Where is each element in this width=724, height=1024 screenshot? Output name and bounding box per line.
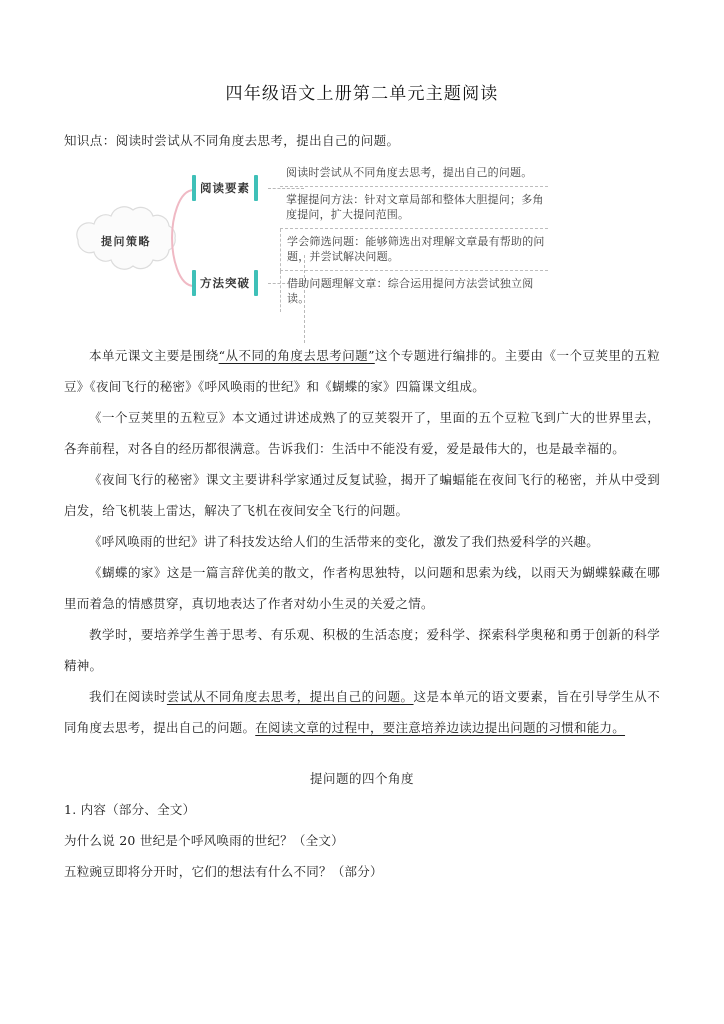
paragraph-text-4: 《蝴蝶的家》这是一篇言辞优美的散文，作者构思独特，以问题和思索为线，以雨天为蝴蝶躲藏在哪里而着急的情感贯穿，真切地表达了作者对幼小生灵的关爱之情。	[64, 565, 660, 611]
mindmap-detail-item: 掌握提问方法：针对文章局部和整体大胆提问；多角度提问，扩大提问范围。	[280, 187, 548, 229]
paragraph-text-3: 《呼风唤雨的世纪》讲了科技发达给人们的生活带来的变化，激发了我们热爱科学的兴趣。	[89, 534, 600, 549]
document-body	[64, 340, 660, 887]
paragraph-underlined-b: 在阅读文章的过程中，要注意培养边读边提出问题的习惯和能力。	[255, 720, 626, 735]
mindmap-branch-label: 阅读要素	[200, 181, 250, 195]
mindmap-root-cloud	[70, 204, 182, 278]
bracket-right-icon	[254, 175, 258, 201]
mindmap-detail-item: 借助问题理解文章：综合运用提问方法尝试独立阅读。	[280, 271, 548, 312]
question-line: 五粒豌豆即将分开时，它们的想法有什么不同？（部分）	[64, 864, 383, 879]
question-line: 为什么说 20 世纪是个呼风唤雨的世纪？（全文）	[64, 833, 344, 848]
paragraph-text-1: 《一个豆荚里的五粒豆》本文通过讲述成熟了的豆荚裂开了，里面的五个豆粒飞到广大的世界里去，各奔前程，对各自的经历都很满意。告诉我们：生活中不能没有爱，爱是最伟大的，也是最幸福的。	[64, 410, 660, 456]
mindmap-branch-reading[interactable]	[192, 175, 258, 201]
paragraph-language-element	[64, 681, 660, 743]
paragraph-part: 我们在阅读时	[89, 689, 167, 704]
mindmap-detail-panel	[280, 160, 548, 312]
mindmap-branch-label: 方法突破	[200, 276, 250, 290]
paragraph-part: 这个专题进行编排的。主要由《一个豆荚里的五粒豆》《夜间飞行的秘密》《呼风唤雨的世纪》和《蝴蝶的家》四篇课文组成。	[64, 348, 660, 394]
bracket-left-icon	[192, 270, 196, 296]
mindmap-branch-method[interactable]	[192, 270, 258, 296]
paragraph-part: 这是本单元的语文要素，旨在引导学生从不同角度去思考，提出自己的问题。	[64, 689, 660, 735]
paragraph-teaching: 教学时，要培养学生善于思考、有乐观、积极的生活态度；爱科学、探索科学奥秘和勇于创新的科学精神。	[64, 627, 660, 673]
page-title: 四年级语文上册第二单元主题阅读	[225, 84, 499, 104]
bracket-right-icon	[254, 270, 258, 296]
section-title-question-angles: 提问题的四个角度	[309, 771, 414, 786]
paragraph-underlined-a: 尝试从不同角度去思考，提出自己的问题。	[166, 689, 414, 704]
mindmap-detail-item: 学会筛选问题：能够筛选出对理解文章最有帮助的问题，并尝试解决问题。	[280, 229, 548, 271]
mind-map-diagram	[62, 160, 662, 328]
knowledge-point-line: 知识点：阅读时尝试从不同角度去思考，提出自己的问题。	[64, 133, 400, 148]
bracket-left-icon	[192, 175, 196, 201]
paragraph-text-2: 《夜间飞行的秘密》课文主要讲科学家通过反复试验，揭开了蝙蝠能在夜间飞行的秘密，并从中受到启发，给飞机装上雷达，解决了飞机在夜间安全飞行的问题。	[64, 472, 660, 518]
paragraph-unit-overview	[64, 340, 660, 402]
mindmap-detail-item: 阅读时尝试从不同角度去思考，提出自己的问题。	[280, 160, 548, 187]
paragraph-part: 本单元课文主要是围绕	[89, 348, 219, 363]
question-line: 1. 内容（部分、全文）	[64, 802, 196, 817]
paragraph-underlined-theme: “从不同的角度去思考问题”	[218, 348, 375, 363]
mindmap-root-label: 提问策略	[101, 235, 151, 248]
